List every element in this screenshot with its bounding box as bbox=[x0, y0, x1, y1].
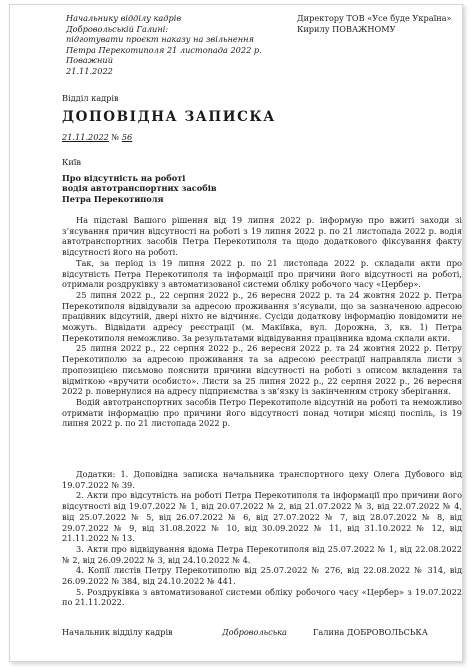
body-paragraph: 25 липня 2022 р., 22 серпня 2022 р., 26 вересня 2022 р. та 24 жовтня 2022 р. Петра Перекотиполя відвідували за адресою проживання з’ясували, що за зазначеною адресою працівник відсутній, двері ніхто не відчиняє. Сусіди додаткову інформацію повідомити не можуть. Відвідати адресу реєстрації (м. Макіївка, вул. Дорожна, 3, кв. 1) Петра Перекотиполя неможливо. За результатами відвідування працівника вдома склали акти. bbox=[62, 289, 462, 343]
document-subject bbox=[62, 173, 322, 204]
body-paragraph: Так, за період із 19 липня 2022 р. по 21 листопада 2022 р. складали акти про відсутність Петра Перекотиполя та інформації про причини його відсутності на роботі, отримали роздруківку з автоматизованої системи обліку робочого часу «Цербер». bbox=[62, 257, 462, 290]
attachment-item: 2. Акти про відсутність на роботі Петра Перекотиполя та інформації про причини його відсутності від 19.07.2022 № 1, від 20.07.2022 № 2, від 21.07.2022 № 3, від 22.07.2022 № 4, від 25.07.2022 № 5, від 26.07.2022 № 6, від 27.07.2022 № 7, від 28.07.2022 № 8, від 29.07.2022 № 9, від 31.08.2022 № 10, від 30.09.2022 № 11, від 31.10.2022 № 12, від 21.11.2022 № 13. bbox=[62, 490, 462, 544]
attachment-item: 3. Акти про відвідування вдома Петра Перекотиполя від 25.07.2022 № 1, від 22.08.2022 № 2, від 26.09.2022 № 3, від 24.10.2022 № 4. bbox=[62, 543, 462, 565]
subject-line: Петра Перекотиполя bbox=[62, 193, 164, 204]
resolution-signature: Поважний bbox=[66, 55, 113, 66]
subject-line: Про відсутність на роботі bbox=[62, 173, 186, 183]
document-body bbox=[62, 215, 462, 429]
resolution-block bbox=[66, 13, 296, 77]
document-city: Київ bbox=[62, 157, 82, 167]
addressee-position: Директору ТОВ «Усе буде Україна» bbox=[297, 13, 452, 23]
document-title: ДОПОВІДНА ЗАПИСКА bbox=[62, 109, 276, 125]
body-paragraph: Водій автотранспортних засобів Петро Перекотиполе відсутній на роботі та неможливо отримати інформацію про причини його відсутності понад чотири місяці поспіль, із 19 липня 2022 р. по 21 листопада 2022 р. bbox=[62, 396, 462, 429]
number-sign: № bbox=[108, 132, 122, 142]
body-paragraph: 25 липня 2022 р., 22 серпня 2022 р., 26 вересня 2022 р. та 24 жовтня 2022 р. Петру Перекотиполю за адресою проживання та за адресою реєстрації направляла листи з пропозицією письмово пояснити причини відсутності на роботі з описом вкладення та відміткою «вручити особисто». Листи за 25 липня 2022 р., 22 серпня 2022 р., 26 вересня 2022 р. повернулися на адресу підприємства з зв’язку із закінченням строку зберігання. bbox=[62, 343, 462, 397]
resolution-line: Добровольській Галині: bbox=[66, 23, 169, 34]
handwritten-signature: Добровольська bbox=[222, 627, 287, 637]
document-page bbox=[9, 4, 463, 662]
signature-position: Начальник відділу кадрів bbox=[62, 627, 173, 637]
attachment-item: 5. Роздруківка з автоматизованої системи обліку робочого часу «Цербер» з 19.07.2022 по 21.11.2022. bbox=[62, 586, 462, 608]
body-paragraph: На підставі Вашого рішення від 19 липня 2022 р. інформую про вжиті заходи зі з’ясування причин відсутності на роботі з 19 липня 2022 р. по 21 листопада 2022 р. водія автотранспортних засобів Петра Перекотиполя та щодо додаткового фіксування факту відсутності його на роботі. bbox=[62, 215, 462, 258]
document-number bbox=[62, 132, 132, 142]
signature-name: Галина ДОБРОВОЛЬСЬКА bbox=[313, 627, 428, 637]
resolution-date: 21.11.2022 bbox=[66, 65, 113, 76]
attachment-item: Додатки: 1. Доповідна записка начальника транспортного цеху Олега Дубового від 19.07.2022 № 39. bbox=[62, 469, 462, 490]
resolution-line: Петра Перекотиполя 21 листопада 2022 р. bbox=[66, 44, 262, 55]
subject-line: водія автотранспортних засобів bbox=[62, 183, 217, 194]
attachments-list bbox=[62, 469, 462, 608]
document-number-value: 56 bbox=[121, 132, 133, 142]
attachment-item: 4. Копії листів Петру Перекотиполю від 25.07.2022 № 276, від 22.08.2022 № 314, від 26.09.2022 № 384, від 24.10.2022 № 441. bbox=[62, 565, 462, 587]
addressee-name: Кирилу ПОВАЖНОМУ bbox=[297, 23, 396, 34]
resolution-line: підготувати проєкт наказу на звільнення bbox=[66, 34, 254, 45]
document-date: 21.11.2022 bbox=[62, 132, 109, 142]
addressee-block bbox=[297, 13, 457, 34]
resolution-line: Начальнику відділу кадрів bbox=[66, 13, 182, 23]
department-name: Відділ кадрів bbox=[62, 93, 119, 103]
